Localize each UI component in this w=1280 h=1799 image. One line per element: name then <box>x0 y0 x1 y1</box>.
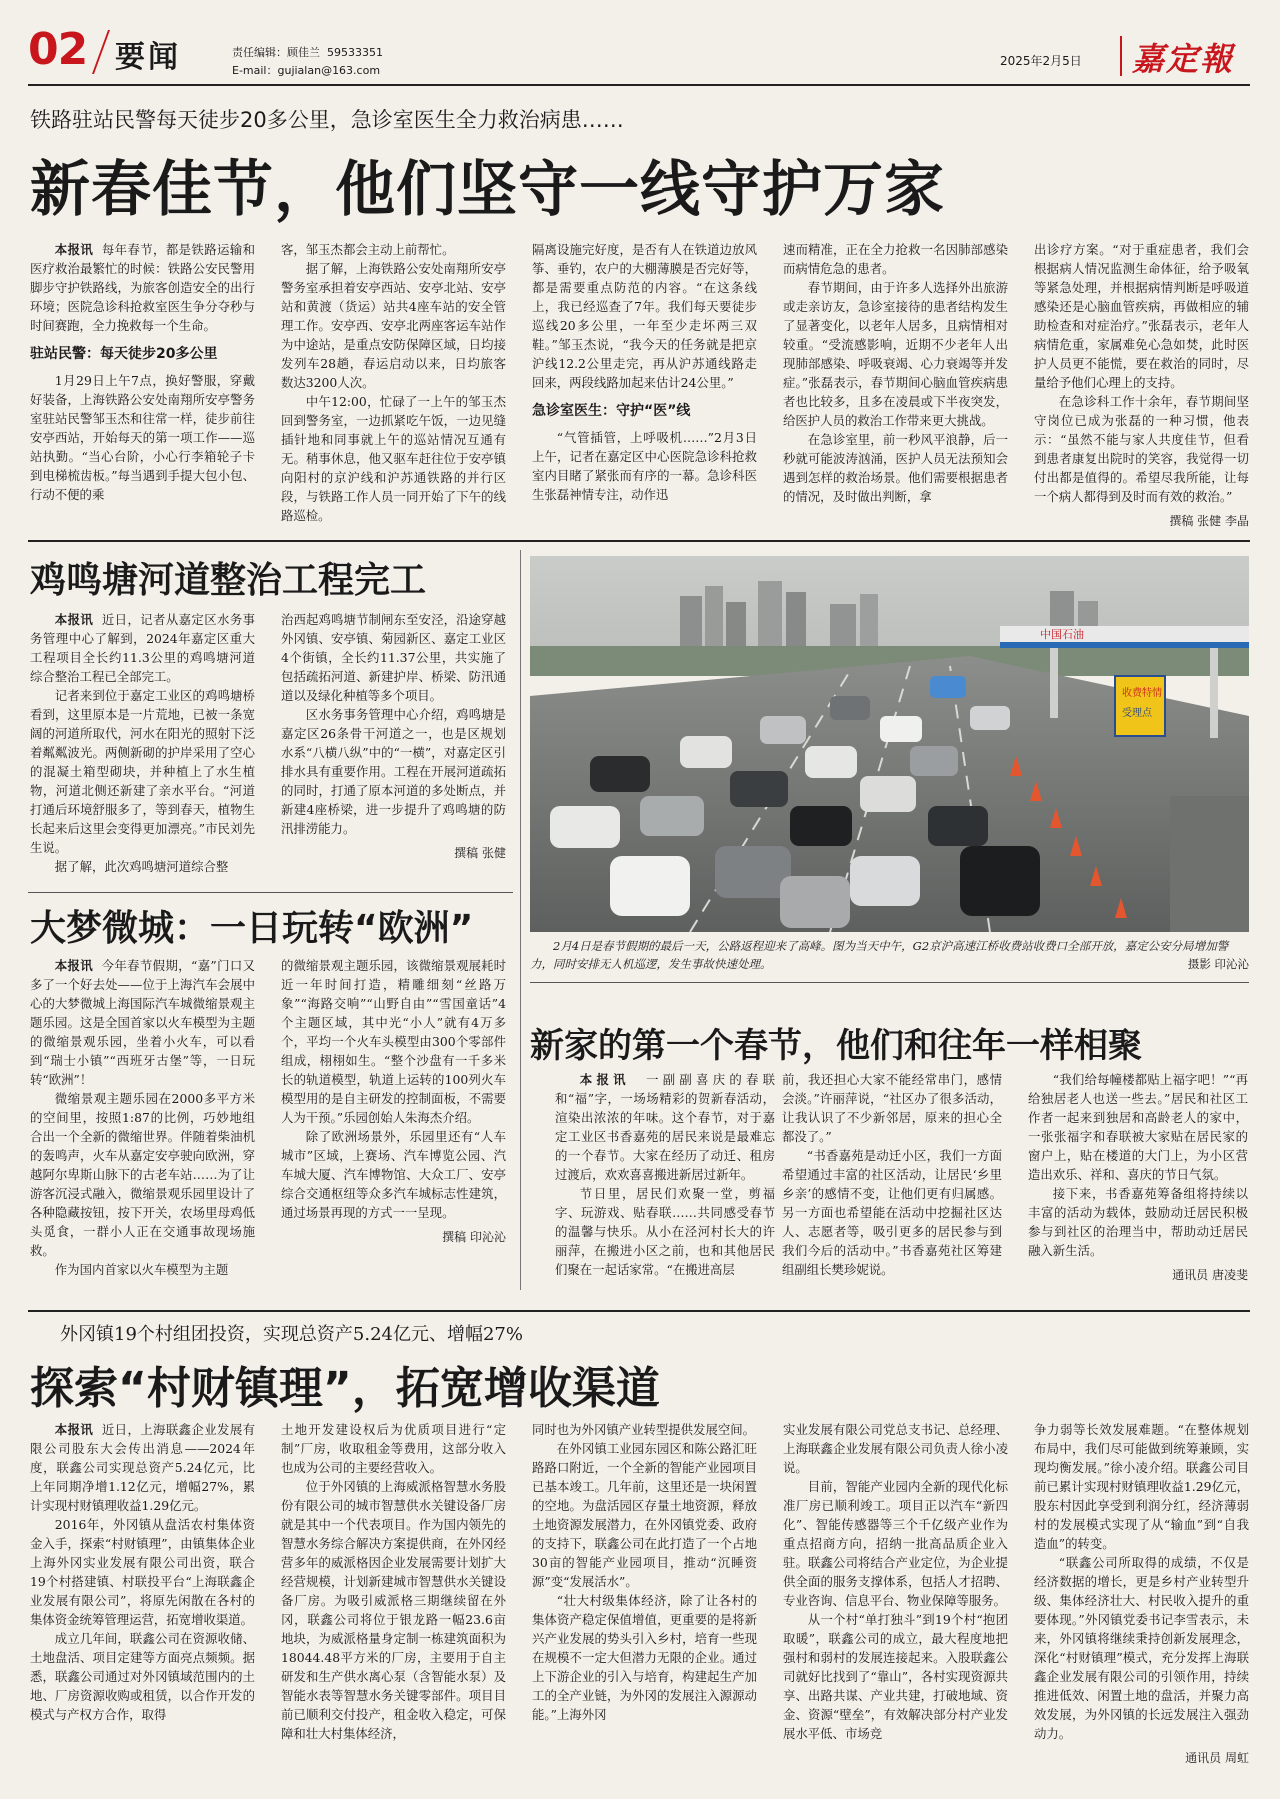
article1-col4-p2: 春节期间，由于许多人选择外出旅游或走亲访友，急诊室接待的患者结构发生了显著变化，以老年人居多，且病情相对较重。“受流感影响，近期不少老年人出现肺部感染、呼吸衰竭、心力衰竭等并发症。”张磊表示，春节期间心脑血管疾病患者也比较多，且多在凌晨或下半夜突发，给医护人员的救治工作带来更大挑战。 <box>783 280 1008 428</box>
masthead-divider-right <box>1120 36 1122 76</box>
article5-col2-p2: 位于外冈镇的上海威派格智慧水务股份有限公司的城市智慧供水关键设备厂房就是其中一个代表项目。作为国内领先的智慧水务综合解决方案提供商，在外冈经营多年的威派格因企业发展需要计划扩大经营规模，计划新建城市智慧供水关键设备厂房。为吸引威派格三期继续留在外冈，联鑫公司将位于银龙路一幅23.6亩地块，为威派格量身定制一栋建筑面积为18044.48平方米的厂房，主要用于自主研发和生产供水离心泵（含智能水泵）及智能水表等智慧水务关键零部件。项目目前已顺利交付投产，租金收入稳定，可保障和壮大村集体经济， <box>281 1479 506 1741</box>
article1-col3-p1: 隔离设施完好度，是否有人在铁道边放风筝、垂钓，农户的大棚薄膜是否完好等，都是需要重点防范的内容。“在这条线上，我已经巡查了7年。我们每天要徒步巡线20多公里，一年至少走坏两三双鞋。”邹玉杰说，“我今天的任务就是把京沪线12.2公里走完，再从沪苏通线路走回来，两段线路加起来估计24公里。” <box>532 242 757 390</box>
article4-col2 <box>782 1070 1002 1295</box>
article4-byline: 通讯员 唐凌斐 <box>1172 1268 1248 1282</box>
article2-col1-p2: 记者来到位于嘉定工业区的鸡鸣塘桥看到，这里原本是一片荒地，已被一条宽阔的河道所取代，河水在阳光的照射下泛着粼粼波光。两侧新砌的护岸采用了空心的混凝土箱型砌块，并种植上了水生植物，河道北侧还新建了亲水平台。“河道打通后环境舒服多了，等到春天，植物生长起来后这里会变得更加漂亮。”市民刘先生说。 <box>30 688 255 855</box>
article3-col2-p2: 除了欧洲场景外，乐园里还有“人车城市”区域，上赛场、汽车博览公园、汽车城大厦、汽车博物馆、大众工厂、安亭综合交通枢纽等众多汽车城标志性建筑，通过场景再现的方式一一呈现。 <box>281 1129 506 1220</box>
article5-col5-p1: 争力弱等长效发展难题。“在整体规划布局中，我们尽可能做到统筹兼顾，实现均衡发展。”徐小凌介绍。联鑫公司目前已累计实现村财镇理收益1.29亿元，股东村因此享受到利润分红，经济薄弱村的发展模式实现了从“输血”到“自我造血”的转变。 <box>1034 1422 1249 1551</box>
article5-col5-p2: “联鑫公司所取得的成绩，不仅是经济数据的增长，更是乡村产业转型升级、集体经济壮大、村民收入提升的重要体现。”外冈镇党委书记李雪表示，未来，外冈镇将继续秉持创新发展理念，深化“村财镇理”模式，充分发挥上海联鑫企业发展有限公司的引领作用，持续推进低效、闲置土地的盘活，并聚力高效发展，为外冈镇的长远发展注入强劲动力。 <box>1034 1555 1249 1741</box>
article5-col3-p1: 同时也为外冈镇产业转型提供发展空间。 <box>532 1422 756 1437</box>
editor-label <box>232 44 383 60</box>
article1-subhead-police: 驻站民警：每天徒步20多公里 <box>30 346 218 362</box>
article5-col5 <box>1034 1420 1249 1790</box>
article5-col4-p2: 目前，智能产业园内全新的现代化标准厂房已顺利竣工。项目正以汽车“新四化”、智能传感器等三个千亿级产业作为重点招商方向，招纳一批高品质企业入驻。联鑫公司将结合产业定位，为企业提供全面的服务支撑体系，包括人才招聘、专业咨询、信息平台、物业保障等服务。 <box>783 1479 1008 1608</box>
article2-byline: 撰稿 张健 <box>454 846 506 860</box>
editor-phone: 59533351 <box>327 46 383 59</box>
article5-col2 <box>281 1420 506 1790</box>
article5-col4 <box>783 1420 1008 1790</box>
article3-col1-p1: 今年春节假期，“嘉”门口又多了一个好去处——位于上海汽车会展中心的大梦微城上海国际汽车城微缩景观主题乐园。这是全国首家以火车模型为主题的微缩景观乐园，坐着小火车，可以看到“瑞士小镇”“西班牙古堡”等，一日玩转“欧洲”！ <box>30 958 255 1087</box>
article1-col4 <box>783 240 1008 530</box>
article1-col3-p2: “气管插管，上呼吸机……”2月3日上午，记者在嘉定区中心医院急诊科抢救室内目睹了紧张而有序的一幕。急诊科医生张磊神情专注，动作迅 <box>532 430 757 502</box>
article4-col1-p2: 节日里，居民们欢聚一堂，剪福字、玩游戏、贴春联……共同感受春节的温馨与快乐。从小在泾河村长大的许丽萍，在搬进小区之前，也和其他居民们聚在一起话家常。“在搬进高层 <box>555 1186 775 1277</box>
article5-col3 <box>532 1420 757 1790</box>
article5-kicker: 外冈镇19个村组团投资，实现总资产5.24亿元、增幅27% <box>60 1324 523 1345</box>
article1-col1-p2: 1月29日上午7点，换好警服，穿戴好装备，上海铁路公安处南翔所安亭警务室驻站民警邹玉杰和往常一样，徒步前往安亭西站，开始每天的第一项工作——巡站执勤。“当心台阶，小心行李箱轮子卡到电梯梳齿板。”每当遇到手提大包小包、行动不便的乘 <box>30 373 255 502</box>
traffic-photo <box>530 556 1249 932</box>
article4-col1 <box>555 1070 775 1295</box>
article5-col1-p1: 近日，上海联鑫企业发展有限公司股东大会传出消息——2024年度，联鑫公司实现总资产5.24亿元，比上年同期净增1.12亿元，增幅27%，累计实现村财镇理收益1.29亿元。 <box>30 1422 255 1513</box>
article4-col1-p1: 一副副喜庆的春联和“福”字，一场场精彩的贺新春活动，渲染出浓浓的年味。这个春节，对于嘉定工业区书香嘉苑的居民来说是最难忘的一个春节。大家在经历了动迁、租房过渡后，欢欢喜喜搬进新居过新年。 <box>555 1072 775 1182</box>
photo-caption <box>530 937 1249 973</box>
article1-byline: 撰稿 张健 李晶 <box>1169 514 1249 528</box>
page-number: 02 <box>28 24 88 75</box>
article2-col1-p1: 近日，记者从嘉定区水务事务管理中心了解到，2024年嘉定区重大工程项目全长约11.3公里的鸡鸣塘河道综合整治工程已全部完工。 <box>30 612 255 684</box>
masthead-rule <box>28 84 1250 86</box>
article2-headline: 鸡鸣塘河道整治工程完工 <box>30 560 427 601</box>
toll-sign-text2: 受理点 <box>1122 708 1152 719</box>
article5-col3-p2: 在外冈镇工业园东园区和陈公路汇旺路路口附近，一个全新的智能产业园项目已基本竣工。几年前，这里还是一块闲置的空地。为盘活园区存量土地资源，释放土地资源发展潜力，在外冈镇党委、政府的支持下，联鑫公司在此打造了一个占地30亩的智能产业园项目，推动“沉睡资源”变“发展活水”。 <box>532 1441 757 1589</box>
article5-top-rule <box>28 1310 1250 1312</box>
article1-col2 <box>281 240 506 530</box>
editor-name: 责任编辑：顾佳兰 <box>232 46 320 59</box>
traffic-photo-image <box>530 556 1249 932</box>
article5-byline: 通讯员 周虹 <box>1185 1751 1249 1765</box>
photo-credit: 摄影 印沁沁 <box>1187 957 1249 971</box>
article1-col2-p2: 据了解，上海铁路公安处南翔所安亭警务室承担着安亭西站、安亭北站、安亭站和黄渡（货运）站共4座车站的安全管理工作。安亭西、安亭北两座客运车站作为中途站，是重点安防保障区域，日均接发列车28趟，春运启动以来，日均旅客数达3200人次。 <box>281 261 506 390</box>
article1-col5 <box>1034 240 1249 530</box>
article4-col3 <box>1028 1070 1248 1295</box>
article3-byline: 撰稿 印沁沁 <box>442 1230 506 1244</box>
article5-col1 <box>30 1420 255 1790</box>
article1-col4-p3: 在急诊室里，前一秒风平浪静，后一秒就可能波涛汹涌，医护人员无法预知会遇到怎样的救治场景。他们需要根据患者的情况，及时做出判断，拿 <box>783 432 1008 504</box>
article5-col2-p1: 土地开发建设权后为优质项目进行“定制”厂房，收取租金等费用，这部分收入也成为公司的主要经营收入。 <box>281 1422 506 1475</box>
article1-col3 <box>532 240 757 530</box>
article3-col2 <box>281 956 506 1296</box>
article2-col1-p3: 据了解，此次鸡鸣塘河道综合整 <box>54 859 229 874</box>
photo-caption-text: 2月4日是春节假期的最后一天，公路返程迎来了高峰。图为当天中午，G2京沪高速江桥收费站收费口全部开放，嘉定公安分局增加警力，同时安排无人机巡逻，发生事故快速处理。 <box>530 939 1229 971</box>
article4-top-rule <box>530 982 1249 983</box>
article2-col2-p1: 治西起鸡鸣塘节制闸东至安泾，沿途穿越外冈镇、安亭镇、菊园新区、嘉定工业区4个街镇，全长约11.37公里，共实施了包括疏拓河道、新建护岸、桥梁、防汛通道以及绿化种植等多个项目。 <box>281 612 506 703</box>
article4-col2-p1: 前，我还担心大家不能经常串门，感情会淡。”许丽萍说，“社区办了很多活动，让我认识了不少新邻居，原来的担心全都没了。” <box>782 1072 1002 1144</box>
article5-col1-p2: 2016年，外冈镇从盘活农村集体资金入手，探索“村财镇理”，由镇集体企业上海外冈实业发展有限公司出资，联合19个村搭建镇、村联投平台“上海联鑫企业发展有限公司”，将原先闲散在各村的集体资金统筹管理运营，拓宽增收渠道。 <box>30 1517 255 1627</box>
article5-col4-p3: 从一个村“单打独斗”到19个村“抱团取暖”，联鑫公司的成立，最大程度地把强村和弱村的发展连接起来。入股联鑫公司就好比找到了“靠山”，各村实现资源共享、出路共谋、产业共建，打破地域、资金、资源“壁垒”，有效解决部分村产业发展水平低、市场竞 <box>783 1612 1008 1741</box>
article4-lead: 本报讯 <box>579 1072 630 1087</box>
article1-col4-p1: 速而精准，正在全力抢救一名因肺部感染而病情危急的患者。 <box>783 242 1008 276</box>
article5-col1-p3: 成立几年间，联鑫公司在资源收储、土地盘活、项目定建等方面亮点频频。据悉，联鑫公司通过对外冈镇域范围内的土地、厂房资源收购或租赁，以合作开发的模式与产权方合作，取得 <box>30 1631 255 1722</box>
article5-col4-p1: 实业发展有限公司党总支书记、总经理、上海联鑫企业发展有限公司负责人徐小凌说。 <box>783 1422 1008 1475</box>
article1-col1 <box>30 240 255 530</box>
article1-headline: 新春佳节，他们坚守一线守护万家 <box>30 155 945 225</box>
toll-sign-text: 收费特情 <box>1122 688 1162 699</box>
article2-col2 <box>281 610 506 885</box>
photo-left-rule <box>520 550 521 1290</box>
section-name: 要闻 <box>115 40 181 75</box>
masthead-divider <box>92 30 110 74</box>
article4-col2-p2: “书香嘉苑是动迁小区，我们一方面希望通过丰富的社区活动，让居民‘乡里乡亲’的感情不变，让他们更有归属感。另一方面也希望能在活动中挖掘社区达人、志愿者等，吸引更多的居民参与到我们今后的活动中。”书香嘉苑社区筹建组副组长樊珍妮说。 <box>782 1148 1002 1277</box>
article3-col2-p1: 的微缩景观主题乐园，该微缩景观展耗时近一年时间打造，精雕细刻“丝路万象”“海路交响”“山野自由”“雪国童话”4个主题区域，其中光“小人”就有4万多个，平均一个火车头模型由300个零部件组成，栩栩如生。“整个沙盘有一千多米长的轨道模型，轨道上运转的100列火车模型用的是自主研发的控制面板，不需要人为干预。”乐园创始人朱海杰介绍。 <box>281 958 506 1125</box>
article5-lead: 本报讯 <box>54 1422 94 1437</box>
article3-col1-p3: 作为国内首家以火车模型为主题 <box>54 1262 229 1277</box>
article1-col2-p1: 客，邹玉杰都会主动上前帮忙。 <box>281 242 455 257</box>
editor-email: E-mail：gujialan@163.com <box>232 64 381 77</box>
article1-subhead-doctor: 急诊室医生：守护“医”线 <box>532 403 691 419</box>
gas-station-sign: 中国石油 <box>1040 628 1084 641</box>
article1-col1-p1: 每年春节，都是铁路运输和医疗救治最繁忙的时候：铁路公安民警用脚步守护铁路线，为旅客创造安全的出行环境；医院急诊科抢救室医生争分夺秒与时间赛跑，全力挽救每一个生命。 <box>30 242 255 333</box>
article2-col2-p2: 区水务事务管理中心介绍，鸡鸣塘是嘉定区26条骨干河道之一，也是区规划水系“八横八纵”中的“一横”，对嘉定区引排水具有重要作用。工程在开展河道疏拓的同时，打通了原本河道的多处断点，并新建4座桥梁，进一步提升了鸡鸣塘的防汛排涝能力。 <box>281 707 506 836</box>
article2-col1 <box>30 610 255 885</box>
article1-col5-p2: 在急诊科工作十余年，春节期间坚守岗位已成为张磊的一种习惯，他表示：“虽然不能与家人共度佳节，但看到患者康复出院时的笑容，我觉得一切付出都是值得的。希望尽我所能，让每一个病人都得到及时而有效的救治。” <box>1034 394 1249 504</box>
paper-logo: 嘉定報 <box>1132 40 1235 78</box>
article5-headline: 探索“村财镇理”，拓宽增收渠道 <box>30 1363 660 1414</box>
article3-headline: 大梦微城：一日玩转“欧洲” <box>30 908 474 949</box>
issue-date: 2025年2月5日 <box>1000 54 1082 68</box>
article4-col3-p2: 接下来，书香嘉苑筹备组将持续以丰富的活动为载体，鼓励动迁居民积极参与到社区的治理当中，帮助动迁居民融入新生活。 <box>1028 1186 1248 1258</box>
article3-col1 <box>30 956 255 1296</box>
article3-lead: 本报讯 <box>54 958 94 973</box>
article2-lead: 本报讯 <box>54 612 94 627</box>
article1-bottom-rule <box>28 540 1250 542</box>
article4-col3-p1: “我们给每幢楼都贴上福字吧！”“再给独居老人也送一些去。”居民和社区工作者一起来到独居和高龄老人的家中，一张张福字和春联被大家贴在居民家的窗户上，贴在楼道的大门上，为小区营造出欢乐、祥和、喜庆的节日气氛。 <box>1028 1072 1248 1182</box>
article1-lead: 本报讯 <box>54 242 94 257</box>
article5-col3-p3: “壮大村级集体经济，除了让各村的集体资产稳定保值增值，更重要的是将新兴产业发展的势头引入乡村，培育一些现在规模不一定大但潜力无限的企业。通过上下游企业的引入与培育，构建起生产加工的全产业链，为外冈的发展注入源源动能。”上海外冈 <box>532 1593 757 1722</box>
article1-col2-p3: 中午12:00，忙碌了一上午的邹玉杰回到警务室，一边抓紧吃午饭，一边见缝插针地和同事就上午的巡站情况互通有无。稍事休息，他又驱车赶往位于安亭镇向阳村的京沪线和沪苏通铁路的并行区段，与铁路工作人员一同开始了下午的线路巡检。 <box>281 394 506 523</box>
article3-top-rule <box>28 892 513 893</box>
article1-kicker: 铁路驻站民警每天徒步20多公里，急诊室医生全力救治病患…… <box>30 108 624 132</box>
article3-col1-p2: 微缩景观主题乐园在2000多平方米的空间里，按照1:87的比例，巧妙地组合出一个全新的微缩世界。伴随着柴油机的轰鸣声，火车从嘉定安亭驶向欧洲，穿越阿尔卑斯山脉下的古老车站……为了让游客沉浸式融入，微缩景观乐园里设计了各种隐藏按钮，按下开关，农场里母鸡低头觅食，一群小人正在交通事故现场施救。 <box>30 1091 255 1258</box>
article4-headline: 新家的第一个春节，他们和往年一样相聚 <box>530 1026 1142 1066</box>
article1-col5-p1: 出诊疗方案。“对于重症患者，我们会根据病人情况监测生命体征，给予吸氧等紧急处理，并根据病情判断是呼吸道感染还是心脑血管疾病，再做相应的辅助检查和对症治疗。”张磊表示，老年人病情危重，家属难免心急如焚，此时医护人员更不能慌，要在救治的同时，尽量给予他们心理上的支持。 <box>1034 242 1249 390</box>
